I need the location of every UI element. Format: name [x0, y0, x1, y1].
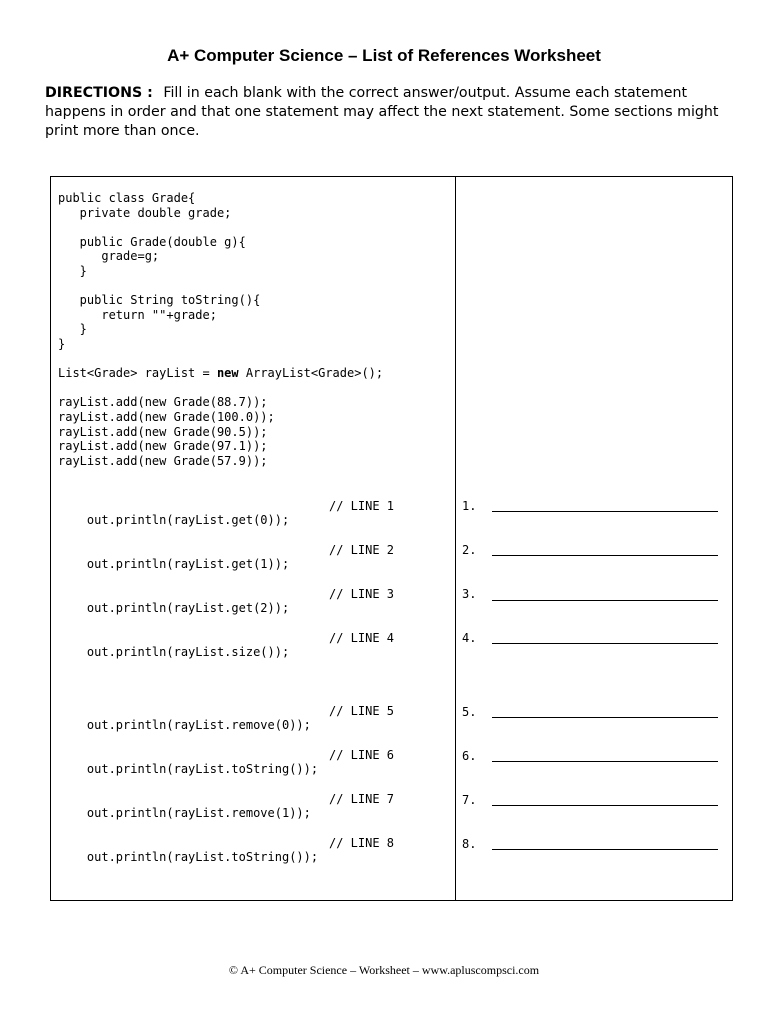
answer-blank-5[interactable] [492, 717, 718, 718]
answer-blank-7[interactable] [492, 805, 718, 806]
column-divider [455, 177, 456, 900]
statement: out.println(rayList.get(0)); [86, 513, 290, 527]
answer-number-3: 3. [462, 587, 477, 601]
answer-blank-4[interactable] [492, 643, 718, 644]
directions [45, 84, 725, 141]
statement: out.println(rayList.get(1)); [86, 557, 290, 571]
answer-number-6: 6. [462, 749, 477, 763]
statement: out.println(rayList.get(2)); [86, 601, 290, 615]
code-line-8 [58, 836, 395, 892]
statement: out.println(rayList.size()); [86, 645, 290, 659]
answer-number-8: 8. [462, 837, 477, 851]
new-keyword: new [216, 366, 239, 381]
statement: out.println(rayList.toString()); [86, 762, 319, 776]
footer: © A+ Computer Science – Worksheet – www.apluscompsci.com [228, 963, 540, 977]
answer-blank-2[interactable] [492, 555, 718, 556]
statement: out.println(rayList.toString()); [86, 850, 319, 864]
line-comment: // LINE 8 [329, 836, 395, 850]
line-comment: // LINE 5 [329, 704, 395, 718]
code-line-4 [58, 631, 395, 687]
answer-number-4: 4. [462, 631, 477, 645]
directions-text: Fill in each blank with the correct answer/output. Assume each statement happens in order and that one statement may affect the next statement. Some sections might print more than once. [45, 85, 719, 139]
class-definition: public class Grade{ private double grade; public Grade(double g){ grade=g; } public String toString(){ return ""+grade; } } [58, 191, 261, 351]
answer-blank-6[interactable] [492, 761, 718, 762]
list-decl-prefix: List<Grade> rayList = [58, 366, 217, 381]
answer-blank-1[interactable] [492, 511, 718, 512]
statement: out.println(rayList.remove(1)); [86, 806, 311, 820]
answer-number-2: 2. [462, 543, 477, 557]
line-comment: // LINE 6 [329, 748, 395, 762]
statement: out.println(rayList.remove(0)); [86, 718, 311, 732]
line-comment: // LINE 3 [329, 587, 395, 601]
page-title: A+ Computer Science – List of References Worksheet [167, 46, 601, 65]
answer-number-7: 7. [462, 793, 477, 807]
list-decl-suffix: ArrayList<Grade>(); [238, 366, 384, 381]
line-comment: // LINE 4 [329, 631, 395, 645]
line-comment: // LINE 2 [329, 543, 395, 557]
add-statements: rayList.add(new Grade(88.7)); rayList.add(new Grade(100.0)); rayList.add(new Grade(90.5)); rayList.add(new Grade(97.1)); rayList.add(new Grade(57.9)); [58, 395, 275, 468]
answer-number-5: 5. [462, 705, 477, 719]
answer-blank-8[interactable] [492, 849, 718, 850]
line-comment: // LINE 1 [329, 499, 395, 513]
answer-blank-3[interactable] [492, 600, 718, 601]
worksheet-box [50, 176, 733, 901]
code-block [58, 191, 383, 468]
directions-label: DIRECTIONS : [45, 85, 153, 101]
line-comment: // LINE 7 [329, 792, 395, 806]
answer-number-1: 1. [462, 499, 477, 513]
list-declaration [58, 366, 383, 380]
